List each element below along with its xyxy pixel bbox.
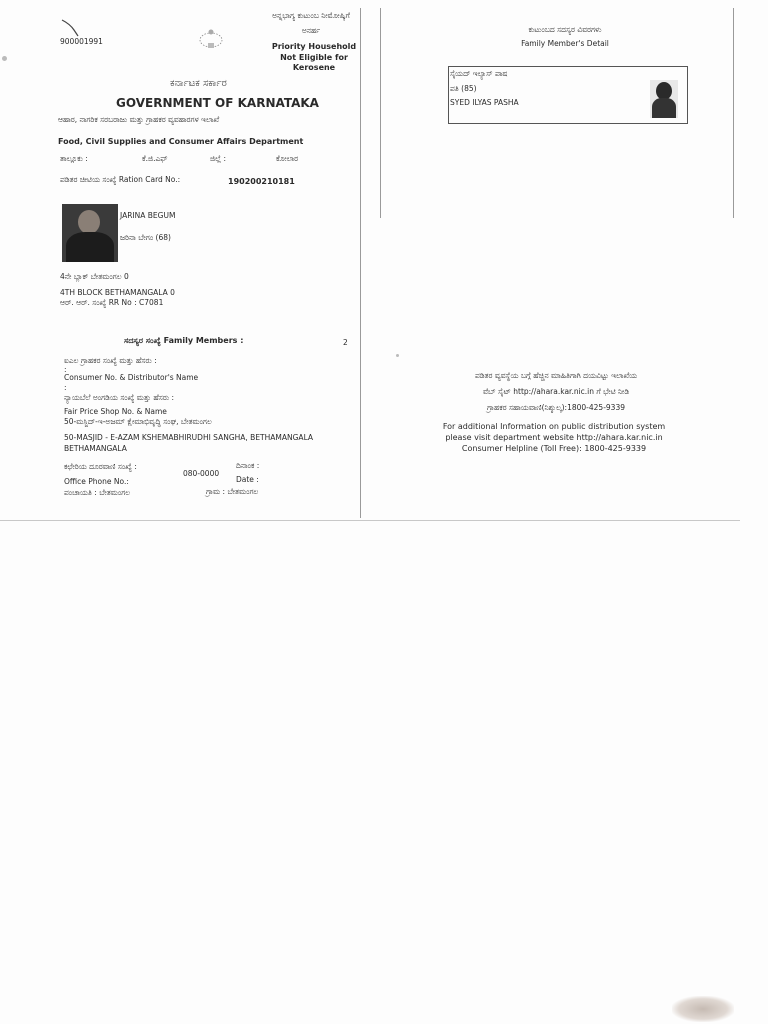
fps-value-english-2: BETHAMANGALA <box>64 444 127 453</box>
government-kannada: ಕರ್ನಾಟಕ ಸರ್ಕಾರ <box>170 78 227 89</box>
info-kannada-2: ವೆಬ್ ಸೈಟ್ http://ahara.kar.nic.in ಗೆ ಭೇಟಿ ನೀಡಿ <box>482 387 630 396</box>
department-kannada: ಆಹಾರ, ನಾಗರಿಕ ಸರಬರಾಜು ಮತ್ತು ಗ್ರಾಹಕರ ವ್ಯವಹಾರಗಳ ಇಲಾಖೆ <box>58 115 220 124</box>
state-emblem-icon <box>196 26 226 52</box>
rr-number: ಆರ್. ಆರ್. ಸಂಖ್ಯೆ RR No : C7081 <box>60 298 164 307</box>
ration-card-label: ಪಡಿತರ ಚೀಟಿಯ ಸಂಖ್ಯೆ Ration Card No.: <box>60 175 181 184</box>
family-members-label: ಸದಸ್ಯರ ಸಂಖ್ಯೆ Family Members : <box>124 336 244 345</box>
status-kannada: ಅನ್ನಭಾಗ್ಯ ಕುಟುಂಬ ನೀಮೋಷ್ಕಿಗೆ <box>272 11 350 20</box>
card-number: 900001991 <box>60 37 103 46</box>
member-name: SYED ILYAS PASHA <box>450 98 519 107</box>
ration-card-number: 190200210181 <box>228 177 295 186</box>
office-phone-value: 080-0000 <box>183 469 220 478</box>
info-english-1: For additional Information on public distribution system <box>442 422 666 431</box>
family-detail-kannada: ಕುಟುಂಬದ ಸದಸ್ಯರ ವಿವರಗಳು <box>528 25 602 34</box>
scan-speck <box>396 354 399 357</box>
office-phone-english: Office Phone No.: <box>64 477 129 486</box>
status-not-eligible: Not Eligible for <box>280 53 348 62</box>
member-name-kannada: ಸೈಯದ್ ಇಲ್ಯಾಸ್ ಪಾಷ <box>450 69 508 78</box>
district-value: ಕೋಲಾರ <box>276 154 299 163</box>
panchayat: ಪಂಚಾಯತಿ : ಬೇತಮಂಗಲ <box>64 488 131 497</box>
district-label: ಜಿಲ್ಲೆ : <box>210 154 227 163</box>
department-title: Food, Civil Supplies and Consumer Affairs Department <box>58 137 304 146</box>
taluk-value: ಕೆ.ಜಿ.ಎಫ್ <box>142 154 168 163</box>
consumer-english: Consumer No. & Distributor's Name <box>64 373 199 382</box>
address-kannada: 4ನೇ ಬ್ಲಾಕ್ ಬೇತಮಂಗಲ 0 <box>60 272 129 281</box>
consumer-colon-2: : <box>64 383 67 392</box>
info-english-3: Consumer Helpline (Toll Free): 1800-425-9339 <box>461 444 647 453</box>
fps-value-kannada: 50-ಮಸ್ಜಿದ್-ಇ-ಅಜಮ್ ಕ್ಷೇಮಾಭಿವೃದ್ಧಿ ಸಂಘ, ಬೇತಮಂಗಲ <box>64 417 212 426</box>
status-kerosene: Kerosene <box>292 63 336 72</box>
scan-smudge <box>672 996 734 1022</box>
holder-photo <box>62 204 118 262</box>
card-bottom-edge <box>0 520 740 521</box>
signature-mark <box>60 16 82 38</box>
date-kannada: ದಿನಾಂಕ : <box>236 461 260 470</box>
consumer-kannada: ಐಎಲ ಗ್ರಾಹಕರ ಸಂಖ್ಯೆ ಮತ್ತು ಹೆಸರು : <box>64 356 157 365</box>
village: ಗ್ರಾಮ : ಬೇತಮಂಗಲ <box>206 487 259 496</box>
address-english: 4TH BLOCK BETHAMANGALA 0 <box>60 288 175 297</box>
holder-name-kannada: ಜರಿನಾ ಬೇಗಂ (68) <box>120 233 171 242</box>
government-title: GOVERNMENT OF KARNATAKA <box>116 96 319 110</box>
scan-speck <box>2 56 7 61</box>
info-kannada-1: ಪಡಿತರ ವ್ಯವಸ್ಥೆಯ ಬಗ್ಗೆ ಹೆಚ್ಚಿನ ಮಾಹಿತಿಗಾಗಿ ದಯವಿಟ್ಟು ಇಲಾಖೆಯ <box>474 371 637 380</box>
status-priority-household: Priority Household <box>271 42 357 51</box>
office-phone-kannada: ಕಛೇರಿಯ ದೂರವಾಣಿ ಸಂಖ್ಯೆ : <box>64 462 137 471</box>
member-relation-age: ಪತಿ (85) <box>450 84 477 93</box>
member-photo <box>650 80 678 118</box>
family-members-count: 2 <box>343 338 348 347</box>
date-english: Date : <box>236 475 259 484</box>
info-english-2: please visit department website http://ahara.kar.nic.in <box>445 433 663 442</box>
family-detail-title: Family Member's Detail <box>521 39 609 48</box>
status-kannada-2: ಅನರ್ಹ <box>301 26 321 35</box>
holder-name: JARINA BEGUM <box>120 211 176 220</box>
fps-value-english: 50-MASJID - E-AZAM KSHEMABHIRUDHI SANGHA, BETHAMANGALA <box>64 433 314 442</box>
consumer-colon: : <box>64 365 67 374</box>
info-kannada-3: ಗ್ರಾಹಕರ ಸಹಾಯವಾಣಿ(ನಿಶ್ಶುಲ್ಕ):1800-425-9339 <box>487 403 625 412</box>
fps-kannada: ನ್ಯಾಯಬೆಲೆ ಅಂಗಡಿಯ ಸಂಖ್ಯೆ ಮತ್ತು ಹೆಸರು : <box>64 393 175 402</box>
fps-english: Fair Price Shop No. & Name <box>64 407 167 416</box>
taluk-label: ತಾಲ್ಲೂಕು : <box>60 154 88 163</box>
